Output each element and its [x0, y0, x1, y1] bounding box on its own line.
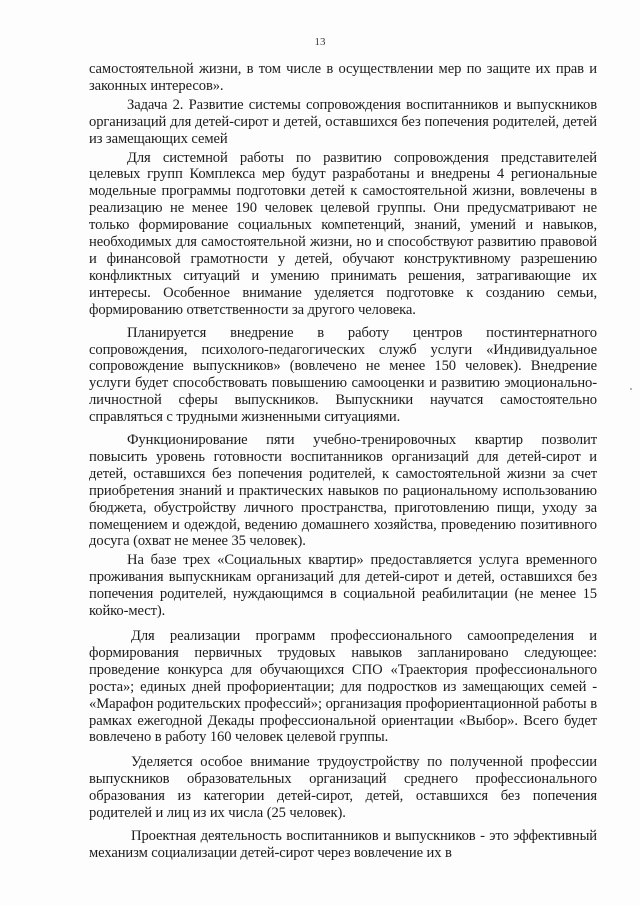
document-body [89, 61, 597, 862]
paragraph-project-activity: Проектная деятельность воспитанников и выпускников - это эффективный механизм социализации детей-сирот через вовлечение их в [89, 827, 597, 861]
page-number: 13 [314, 36, 326, 48]
paragraph-employment: Уделяется особое внимание трудоустройству по полученной профессии выпускников образовательных организаций среднего профессионального образования из категории детей-сирот, детей, оставшихся без попечения родителей и лиц из их числа (25 человек). [89, 754, 597, 822]
margin-mark [630, 388, 632, 390]
paragraph-task-heading: Задача 2. Развитие системы сопровождения воспитанников и выпускников организаций для детей-сирот и детей, оставшихся без попечения родителей, детей из замещающих семей [89, 96, 597, 147]
paragraph-model-programs: Для системной работы по развитию сопровождения представителей целевых групп Комплекса мер будут разработаны и внедрены 4 региональные модельные программы подготовки детей к самостоятельной жизни, вовлечены в реализацию не менее 190 человек целевой группы. Они предусматривают не только формирование социальных компетенций, знаний, умений и навыков, необходимых для самостоятельной жизни, но и способствуют развитию правовой и финансовой грамотности у детей, обучают конструктивному разрешению конфликтных ситуаций и умению принимать решения, затрагивающие их интересы. Особенное внимание уделяется подготовке к созданию семьи, формированию ответственности за другого человека. [89, 149, 597, 318]
paragraph-continuation: самостоятельной жизни, в том числе в осуществлении мер по защите их прав и законных интересов». [89, 61, 597, 94]
paragraph-individual-support: Планируется внедрение в работу центров постинтернатного сопровождения, психолого-педагогических служб услуги «Индивидуальное сопровождение выпускников» (вовлечено не менее 150 человек). Внедрение услуги будет способствовать повышению самооценки и развитию эмоционально-личностной сферы выпускников. Выпускники научатся самостоятельно справляться с трудными жизненными ситуациями. [89, 324, 597, 426]
paragraph-career-guidance: Для реализации программ профессионального самоопределения и формирования первичных трудовых навыков запланировано следующее: проведение конкурса для обучающихся СПО «Траектория профессионального роста»; единых дней профориентации; для подростков из замещающих семей - «Марафон родительских профессий»; организация профориентационной работы в рамках ежегодной Декады профессиональной ориентации «Выбор». Всего будет вовлечено в работу 160 человек целевой группы. [89, 628, 597, 746]
paragraph-social-apartments: На базе трех «Социальных квартир» предоставляется услуга временного проживания выпускникам организаций для детей-сирот и детей, оставшихся без попечения родителей, нуждающимся в социальной реабилитации (не менее 15 койко-мест). [89, 552, 597, 620]
paragraph-training-apartments: Функционирование пяти учебно-тренировочных квартир позволит повысить уровень готовности воспитанников организаций для детей-сирот и детей, оставшихся без попечения родителей, к самостоятельной жизни за счет приобретения знаний и практических навыков по рациональному использованию бюджета, обустройству личного пространства, приготовлению пищи, уходу за помещением и одеждой, ведению домашнего хозяйства, проведению позитивного досуга (охват не менее 35 человек). [89, 432, 597, 550]
